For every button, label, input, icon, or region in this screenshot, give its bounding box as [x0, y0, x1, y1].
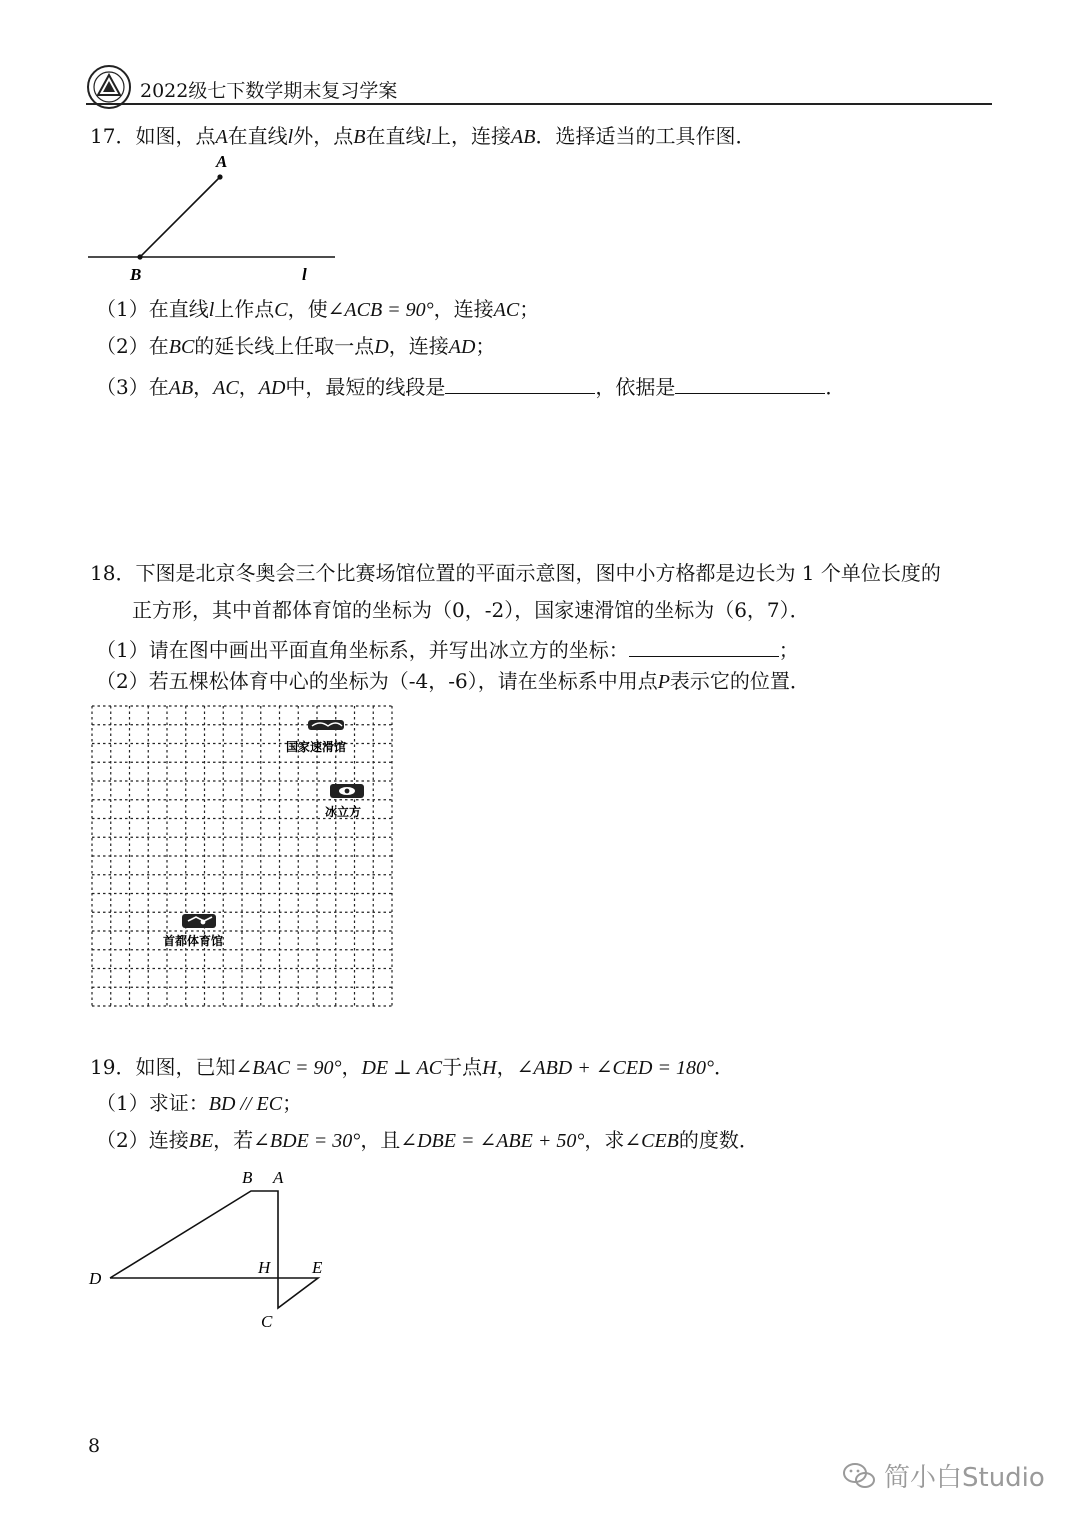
- q17-part1: （1）在直线l上作点C，使∠ACB = 90°，连接AC；: [96, 297, 540, 321]
- page-number: 8: [88, 1435, 101, 1457]
- venue-label-ice-cube: 冰立方: [325, 805, 362, 819]
- venue-label-capital-gym: 首都体育馆: [163, 934, 224, 948]
- q17-part3: （3）在AB，AC，AD中，最短的线段是 ，依据是 ．: [96, 375, 846, 399]
- label-E: E: [312, 1258, 323, 1277]
- q19-part2: （2）连接BE，若∠BDE = 30°，且∠DBE = ∠ABE + 50°，求∠CEB的度数．: [96, 1128, 759, 1152]
- label-D: D: [89, 1269, 102, 1288]
- venue-label-speed-skating: 国家速滑馆: [286, 740, 347, 754]
- q17-stem: 17．如图，点A在直线l外，点B在直线l上，连接AB．选择适当的工具作图．: [90, 124, 756, 148]
- figure-polygon: [110, 1191, 318, 1308]
- label-B: B: [242, 1168, 253, 1187]
- segment-AB: [140, 177, 220, 257]
- label-l: l: [302, 265, 307, 284]
- answer-blank-reason[interactable]: [675, 373, 825, 394]
- q17-part2: （2）在BC的延长线上任取一点D，连接AD；: [96, 334, 496, 358]
- watermark: [842, 1457, 1045, 1494]
- icon-ice-cube: [330, 784, 364, 798]
- header-title: 2022级七下数学期末复习学案: [140, 80, 398, 102]
- label-C: C: [261, 1312, 273, 1331]
- icon-speed-skating: [308, 720, 344, 730]
- q19-part1: （1）求证：BD // EC；: [96, 1091, 303, 1115]
- point-B: [137, 254, 142, 259]
- label-A: A: [273, 1168, 284, 1187]
- q19-stem: 19．如图，已知∠BAC = 90°，DE ⊥ AC于点H，∠ABD + ∠CED = 180°．: [90, 1055, 734, 1079]
- icon-capital-gym: [182, 914, 216, 928]
- q18-part2: （2）若五棵松体育中心的坐标为（-4，-6），请在坐标系中用点P表示它的位置．: [96, 669, 810, 693]
- label-B: B: [130, 265, 142, 284]
- watermark-text: 简小白Studio: [884, 1463, 1045, 1493]
- header-rule: [86, 103, 992, 105]
- label-A: A: [216, 152, 228, 171]
- q19-figure: [80, 1160, 340, 1340]
- answer-blank-shortest[interactable]: [445, 373, 595, 394]
- q18-part1: （1）请在图中画出平面直角坐标系，并写出冰立方的坐标： ；: [96, 638, 799, 662]
- point-A: [217, 174, 222, 179]
- q18-stem-line2: 正方形，其中首都体育馆的坐标为（0，-2），国家速滑馆的坐标为（6，7）．: [132, 598, 810, 622]
- q18-stem-line1: 18．下图是北京冬奥会三个比赛场馆位置的平面示意图，图中小方格都是边长为 1 个单位长度的: [90, 561, 941, 585]
- venue-grid[interactable]: [90, 704, 394, 1010]
- wechat-icon: [842, 1461, 876, 1491]
- answer-blank-ice-cube[interactable]: [629, 636, 779, 657]
- label-H: H: [258, 1258, 271, 1277]
- q17-figure: [85, 150, 345, 285]
